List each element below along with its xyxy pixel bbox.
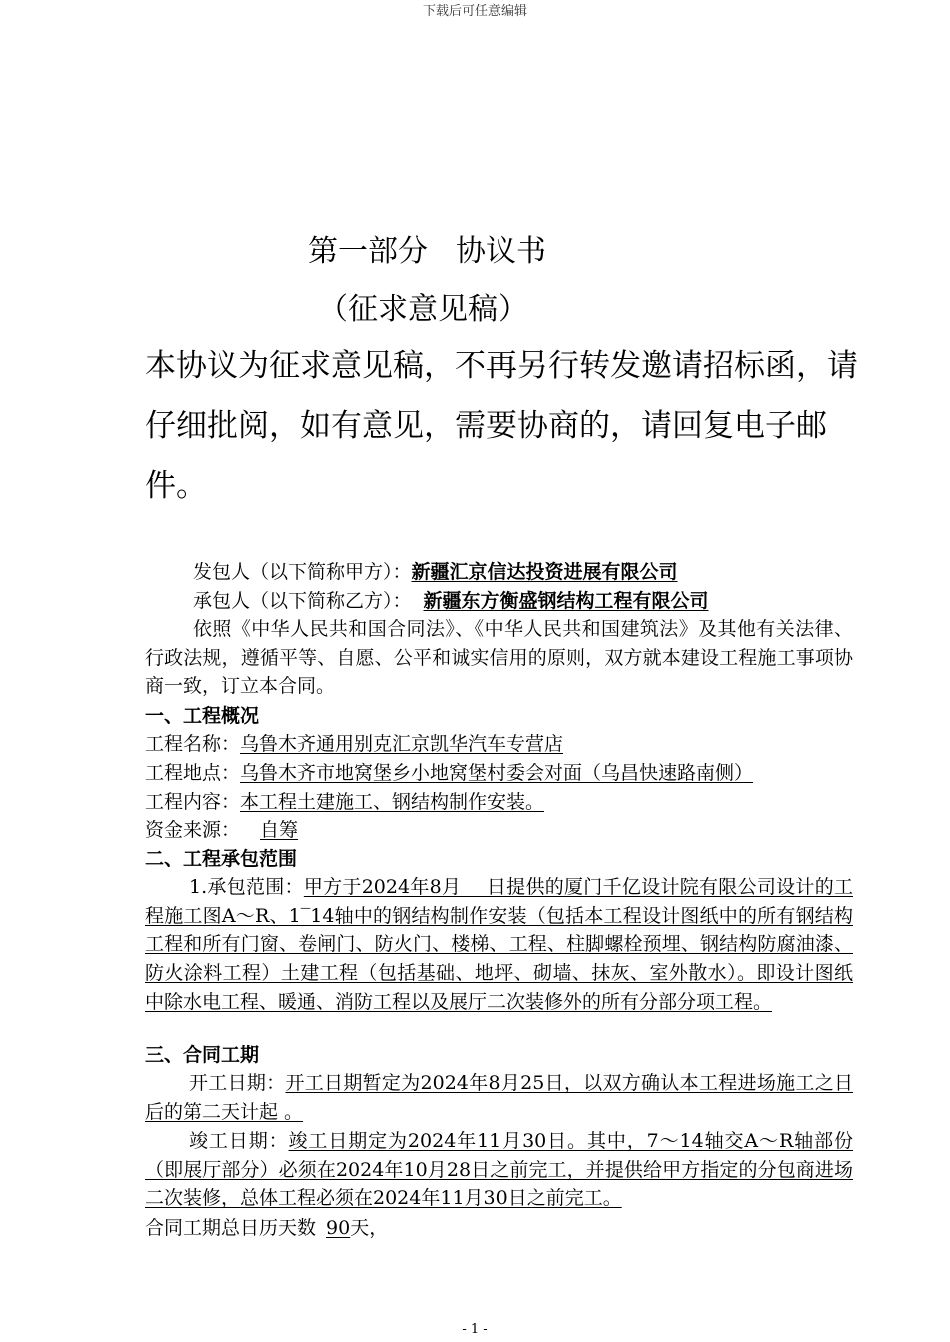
duration-label: 合同工期总日历天数 <box>145 1217 317 1239</box>
duration-days: 90 <box>326 1217 351 1239</box>
project-content-label: 工程内容： <box>145 791 241 813</box>
project-site-label: 工程地点： <box>145 762 241 784</box>
end-label: 竣工日期： <box>189 1130 289 1152</box>
start-text: 开工日期暂定为2024年8月25日，以双方确认本工程进场施工之日后的第二天计起 。 <box>145 1072 853 1123</box>
party-b-label: 承包人（以下简称乙方）： <box>193 590 412 612</box>
legal-basis-paragraph: 依照《中华人民共和国合同法》、《中华人民共和国建筑法》及其他有关法律、行政法规，遵循平等、自愿、公平和诚实信用的原则，双方就本建设工程施工事项协商一致，订立本合同。 <box>145 618 853 698</box>
funding-label: 资金来源： <box>145 819 241 841</box>
document-title <box>308 226 546 270</box>
party-a-line <box>193 558 678 586</box>
page-header: 下载后可任意编辑 <box>422 4 527 19</box>
project-name-value: 乌鲁木齐通用别克汇京凯华汽车专营店 <box>240 733 564 755</box>
scope-label: 1.承包范围： <box>189 876 304 898</box>
party-b-name: 新疆东方衡盛钢结构工程有限公司 <box>423 590 709 612</box>
duration-row <box>145 1214 388 1242</box>
party-a-label: 发包人（以下简称甲方）： <box>193 561 412 583</box>
draft-notice: 本协议为征求意见稿，不再另行转发邀请招标函，请仔细批阅，如有意见，需要协商的，请回复电子邮件。 <box>145 348 858 504</box>
page-number: - 1 - <box>462 1322 488 1337</box>
funding-row <box>145 816 308 844</box>
project-name-row <box>145 730 563 758</box>
project-name-label: 工程名称： <box>145 733 241 755</box>
project-site-value: 乌鲁木齐市地窝堡乡小地窝堡村委会对面（乌昌快速路南侧） <box>240 762 754 784</box>
project-site-row <box>145 759 753 787</box>
section-3-heading: 三、合同工期 <box>145 1044 260 1066</box>
party-a-name: 新疆汇京信达投资进展有限公司 <box>411 561 678 583</box>
scope-text: 甲方于2024年8月 日提供的厦门千亿设计院有限公司设计的工程施工图A～R、1‾14轴中的钢结构制作安装（包括本工程设计图纸中的所有钢结构工程和所有门窗、卷闸门、防火门、楼梯、工程、柱脚螺栓预埋、钢结构防腐油漆、防火涂料工程）土建工程（包括基础、地坪、砌墙、抹灰、室外散水）。即设计图纸中除水电工程、暖通、消防工程以及展厅二次装修外的所有分部分项工程。 <box>145 876 853 1013</box>
scope-paragraph <box>145 873 853 1017</box>
section-2-heading: 二、工程承包范围 <box>145 848 298 870</box>
party-b-line <box>193 587 709 615</box>
section-1-heading: 一、工程概况 <box>145 705 260 727</box>
start-label: 开工日期： <box>189 1072 286 1094</box>
document-subtitle: （征求意见稿） <box>318 292 528 327</box>
start-date-paragraph <box>145 1069 853 1126</box>
duration-suffix: 天， <box>350 1217 389 1239</box>
title-part: 第一部分 <box>308 234 428 269</box>
end-text: 竣工日期定为2024年11月30日。其中，7～14轴交A～R轴部份（即展厅部分）必须在2024年10月28日之前完工，并提供给甲方指定的分包商进场二次装修，总体工程必须在2024年11月30日之前完工。 <box>145 1130 853 1210</box>
project-content-value: 本工程土建施工、钢结构制作安装。 <box>240 791 545 813</box>
project-content-row <box>145 788 544 816</box>
title-name: 协议书 <box>456 234 546 269</box>
end-date-paragraph <box>145 1127 853 1213</box>
funding-value: 自筹 <box>260 819 299 841</box>
